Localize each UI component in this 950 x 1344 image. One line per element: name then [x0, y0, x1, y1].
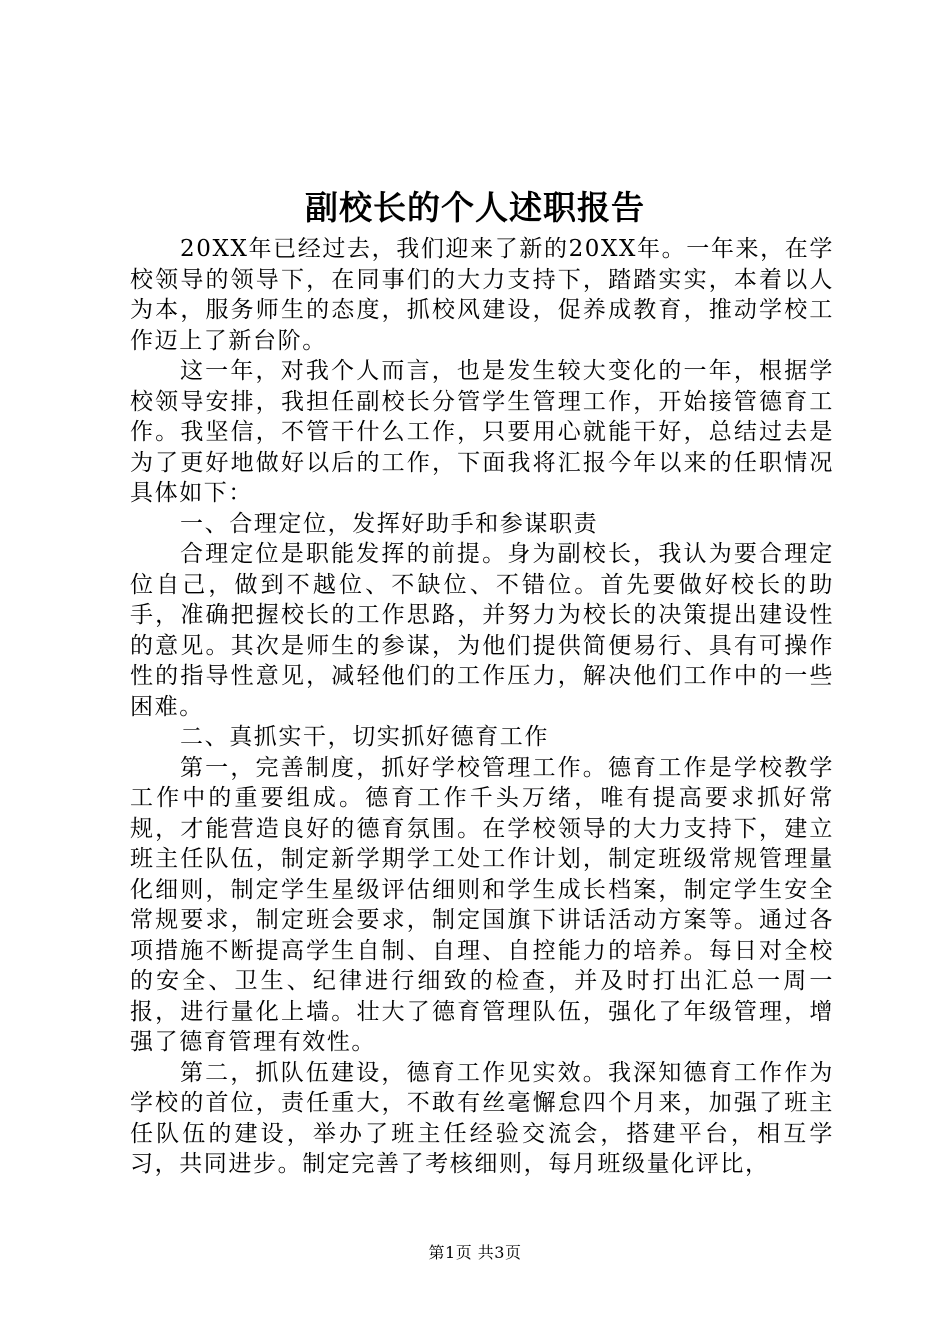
paragraph-second-point: 第二，抓队伍建设，德育工作见实效。我深知德育工作作为学校的首位，责任重大，不敢有丝毫懈怠四个月来，加强了班主任队伍的建设，举办了班主任经验交流会，搭建平台，相互学习，共同进步。制定完善了考核细则，每月班级量化评比， — [130, 1059, 834, 1177]
paragraph-first-point: 第一，完善制度，抓好学校管理工作。德育工作是学校教学工作中的重要组成。德育工作千头万绪，唯有提高要求抓好常规，才能营造良好的德育氛围。在学校领导的大力支持下，建立班主任队伍，制定新学期学工处工作计划，制定班级常规管理量化细则，制定学生星级评估细则和学生成长档案，制定学生安全常规要求，制定班会要求，制定国旗下讲话活动方案等。通过各项措施不断提高学生自制、自理、自控能力的培养。每日对全校的安全、卫生、纪律进行细致的检查，并及时打出汇总一周一报，进行量化上墙。壮大了德育管理队伍，强化了年级管理，增强了德育管理有效性。 — [130, 754, 834, 1055]
paragraph-positioning: 合理定位是职能发挥的前提。身为副校长，我认为要合理定位自己，做到不越位、不缺位、不错位。首先要做好校长的助手，准确把握校长的工作思路，并努力为校长的决策提出建设性的意见。其次是师生的参谋，为他们提供简便易行、具有可操作性的指导性意见，减轻他们的工作压力，解决他们工作中的一些困难。 — [130, 541, 834, 720]
document-body — [130, 234, 834, 1180]
document-title: 副校长的个人述职报告 — [305, 188, 645, 227]
paragraph-intro: 20XX年已经过去，我们迎来了新的20XX年。一年来，在学校领导的领导下，在同事们的大力支持下，踏踏实实，本着以人为本，服务师生的态度，抓校风建设，促养成教育，推动学校工作迈上了新台阶。 — [130, 236, 834, 354]
section-heading-2: 二、真抓实干，切实抓好德育工作 — [180, 724, 549, 750]
paragraph-overview: 这一年，对我个人而言，也是发生较大变化的一年，根据学校领导安排，我担任副校长分管学生管理工作，开始接管德育工作。我坚信，不管干什么工作，只要用心就能干好，总结过去是为了更好地做好以后的工作，下面我将汇报今年以来的任职情况具体如下： — [130, 358, 834, 506]
section-heading-1: 一、合理定位，发挥好助手和参谋职责 — [180, 510, 599, 537]
page-number-footer: 第1页 共3页 — [428, 1243, 522, 1262]
